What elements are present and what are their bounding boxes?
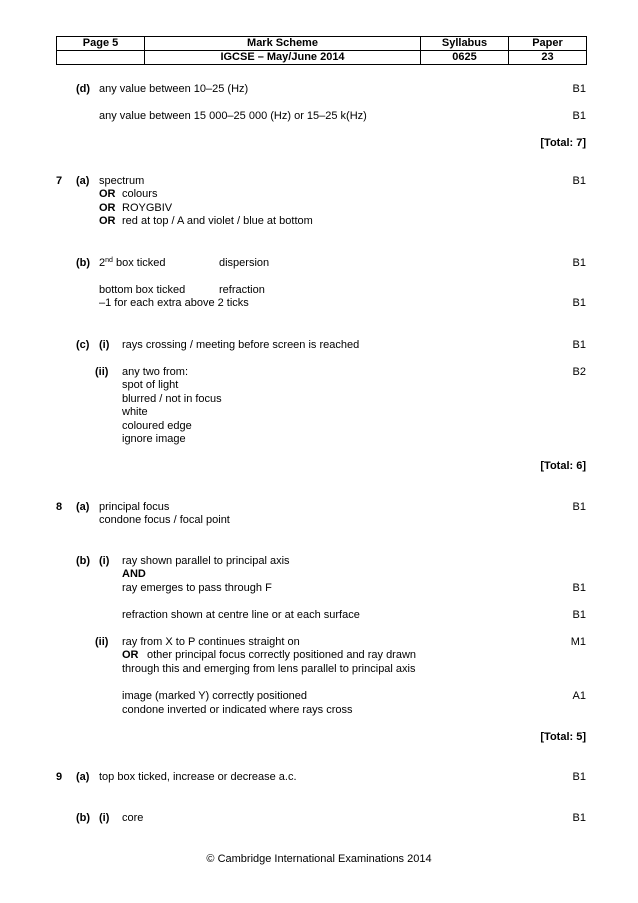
mark: B1 bbox=[572, 257, 586, 269]
answer-text: top box ticked, increase or decrease a.c. bbox=[99, 771, 297, 783]
total: [Total: 6] bbox=[540, 460, 586, 472]
subpart-label: (i) bbox=[99, 812, 110, 824]
header-table bbox=[56, 36, 587, 65]
subpart-label: (i) bbox=[99, 555, 110, 567]
answer-text bbox=[99, 257, 166, 270]
mark: B1 bbox=[572, 175, 586, 187]
header-page: Page 5 bbox=[57, 37, 145, 51]
answer-text: bottom box ticked bbox=[99, 284, 186, 296]
header-row-2 bbox=[57, 51, 587, 65]
header-mark-scheme: Mark Scheme bbox=[145, 37, 421, 51]
answer-text: any two from: bbox=[122, 366, 189, 378]
answer-text: any value between 10–25 (Hz) bbox=[99, 83, 249, 95]
or-keyword: OR bbox=[99, 202, 116, 214]
answer-text-part: box ticked bbox=[112, 257, 166, 269]
answer-text: ROYGBIV bbox=[122, 202, 173, 214]
answer-text: core bbox=[122, 812, 144, 824]
answer-text: rays crossing / meeting before screen is reached bbox=[122, 339, 360, 351]
or-keyword: OR bbox=[122, 649, 139, 661]
part-label: (a) bbox=[76, 501, 90, 513]
mark: B1 bbox=[572, 812, 586, 824]
or-keyword: OR bbox=[99, 215, 116, 227]
mark: B1 bbox=[572, 110, 586, 122]
mark: B1 bbox=[572, 501, 586, 513]
mark: B1 bbox=[572, 771, 586, 783]
answer-text: other principal focus correctly positioned and ray drawn bbox=[147, 649, 417, 661]
header-row-1 bbox=[57, 37, 587, 51]
footer-copyright: © Cambridge International Examinations 2014 bbox=[206, 853, 432, 865]
subpart-label: (ii) bbox=[95, 366, 109, 378]
mark: A1 bbox=[572, 690, 586, 702]
total: [Total: 5] bbox=[540, 731, 586, 743]
total: [Total: 7] bbox=[540, 137, 586, 149]
answer-text: dispersion bbox=[219, 257, 270, 269]
mark: B1 bbox=[572, 582, 586, 594]
part-label: (d) bbox=[76, 83, 91, 95]
question-number: 8 bbox=[56, 501, 63, 513]
answer-text: condone focus / focal point bbox=[99, 514, 230, 526]
header-paper: Paper bbox=[509, 37, 587, 51]
mark: M1 bbox=[570, 636, 586, 648]
mark: B1 bbox=[572, 83, 586, 95]
part-label: (b) bbox=[76, 257, 91, 269]
ordinal-suffix: nd bbox=[105, 257, 113, 264]
part-label: (b) bbox=[76, 555, 91, 567]
answer-text: ignore image bbox=[122, 433, 186, 445]
or-keyword: OR bbox=[99, 188, 116, 200]
part-label: (c) bbox=[76, 339, 90, 351]
mark: B2 bbox=[572, 366, 586, 378]
header-syllabus: Syllabus bbox=[421, 37, 509, 51]
answer-text: blurred / not in focus bbox=[122, 393, 222, 405]
answer-text: principal focus bbox=[99, 501, 170, 513]
ordinal: 2 bbox=[99, 257, 106, 269]
header-paper-number: 23 bbox=[509, 51, 587, 65]
header-syllabus-code: 0625 bbox=[421, 51, 509, 65]
answer-text: coloured edge bbox=[122, 420, 192, 432]
mark: B1 bbox=[572, 339, 586, 351]
answer-text: condone inverted or indicated where rays cross bbox=[122, 704, 353, 716]
question-number: 9 bbox=[56, 771, 63, 783]
answer-text: ray from X to P continues straight on bbox=[122, 636, 300, 648]
answer-text: –1 for each extra above 2 ticks bbox=[99, 297, 249, 309]
subpart-label: (ii) bbox=[95, 636, 109, 648]
question-number: 7 bbox=[56, 175, 63, 187]
answer-text: refraction bbox=[219, 284, 265, 296]
answer-text: any value between 15 000–25 000 (Hz) or 15–25 k(Hz) bbox=[99, 110, 367, 122]
part-label: (a) bbox=[76, 771, 90, 783]
part-label: (a) bbox=[76, 175, 90, 187]
header-exam: IGCSE – May/June 2014 bbox=[145, 51, 421, 65]
subpart-label: (i) bbox=[99, 339, 110, 351]
mark: B1 bbox=[572, 609, 586, 621]
answer-text: ray emerges to pass through F bbox=[122, 582, 272, 594]
header-blank bbox=[57, 51, 145, 65]
part-label: (b) bbox=[76, 812, 91, 824]
answer-text: ray shown parallel to principal axis bbox=[122, 555, 290, 567]
answer-text: colours bbox=[122, 188, 158, 200]
answer-text: image (marked Y) correctly positioned bbox=[122, 690, 308, 702]
answer-text: refraction shown at centre line or at each surface bbox=[122, 609, 360, 621]
answer-text: red at top / A and violet / blue at bottom bbox=[122, 215, 313, 227]
answer-text: spectrum bbox=[99, 175, 145, 187]
mark: B1 bbox=[572, 297, 586, 309]
answer-text: spot of light bbox=[122, 379, 179, 391]
answer-text: through this and emerging from lens parallel to principal axis bbox=[122, 663, 416, 675]
and-keyword: AND bbox=[122, 568, 146, 580]
answer-text: white bbox=[122, 406, 148, 418]
